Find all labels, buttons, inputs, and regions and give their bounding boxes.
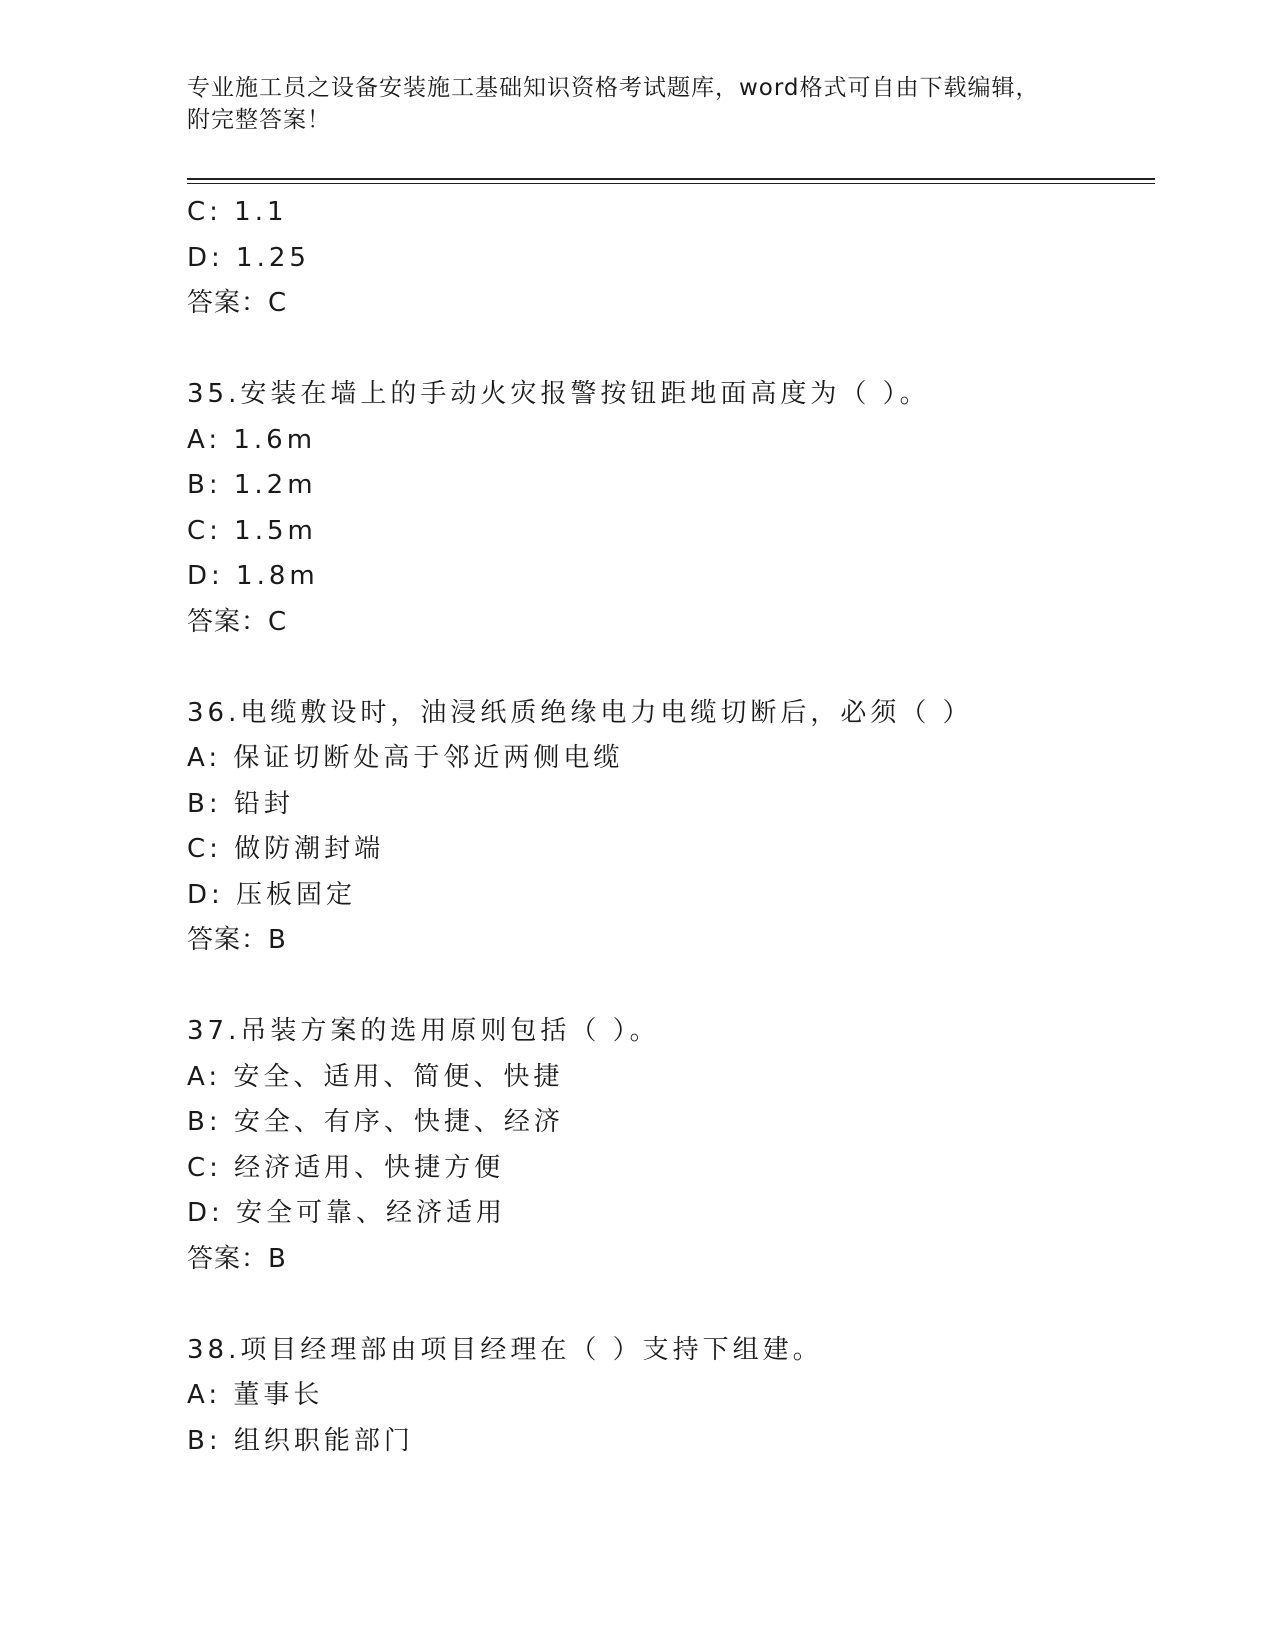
question-35 xyxy=(187,372,1147,645)
option-d: D: 1.8m xyxy=(187,561,319,591)
option-a: A: 1.6m xyxy=(187,424,317,455)
answer: 答案：C xyxy=(187,606,288,637)
option-b: B: 安全、有序、快捷、经济 xyxy=(187,1107,564,1137)
question-38 xyxy=(187,1328,1147,1465)
spacer xyxy=(187,1282,1147,1328)
spacer xyxy=(187,964,1147,1010)
question-37 xyxy=(187,1009,1147,1282)
question-stem: 36.电缆敷设时，油浸纸质绝缘电力电缆切断后，必须（ ） xyxy=(187,697,973,728)
answer: 答案：C xyxy=(187,288,288,318)
continued-question xyxy=(187,190,1147,327)
question-stem: 37.吊装方案的选用原则包括（ ）。 xyxy=(187,1016,660,1046)
header-divider xyxy=(187,178,1155,184)
page-header xyxy=(187,72,1087,136)
question-stem: 38.项目经理部由项目经理在（ ）支持下组建。 xyxy=(187,1334,823,1365)
question-36 xyxy=(187,691,1147,964)
option-d: D: 安全可靠、经济适用 xyxy=(187,1198,507,1228)
option-c: C: 做防潮封端 xyxy=(187,834,385,864)
option-a: A: 保证切断处高于邻近两侧电缆 xyxy=(187,743,624,773)
option-b: B: 1.2m xyxy=(187,470,317,500)
answer: 答案：B xyxy=(187,1243,287,1274)
option-a: A: 董事长 xyxy=(187,1380,324,1410)
option-d: D: 压板固定 xyxy=(187,879,357,910)
header-line-1: 专业施工员之设备安装施工基础知识资格考试题库，word格式可自由下载编辑， xyxy=(187,75,1040,101)
option-a: A: 安全、适用、简便、快捷 xyxy=(187,1061,564,1092)
spacer xyxy=(187,327,1147,373)
option-c: C: 1.1 xyxy=(187,197,288,227)
spacer xyxy=(187,645,1147,691)
option-c: C: 1.5m xyxy=(187,515,317,546)
answer: 答案：B xyxy=(187,925,287,955)
option-c: C: 经济适用、快捷方便 xyxy=(187,1152,505,1183)
question-stem: 35.安装在墙上的手动火灾报警按钮距地面高度为（ ）。 xyxy=(187,379,930,409)
option-b: B: 组织职能部门 xyxy=(187,1425,414,1456)
header-line-2: 附完整答案！ xyxy=(187,107,331,133)
option-d: D: 1.25 xyxy=(187,242,310,273)
question-list xyxy=(187,190,1147,1464)
option-b: B: 铅封 xyxy=(187,788,294,819)
